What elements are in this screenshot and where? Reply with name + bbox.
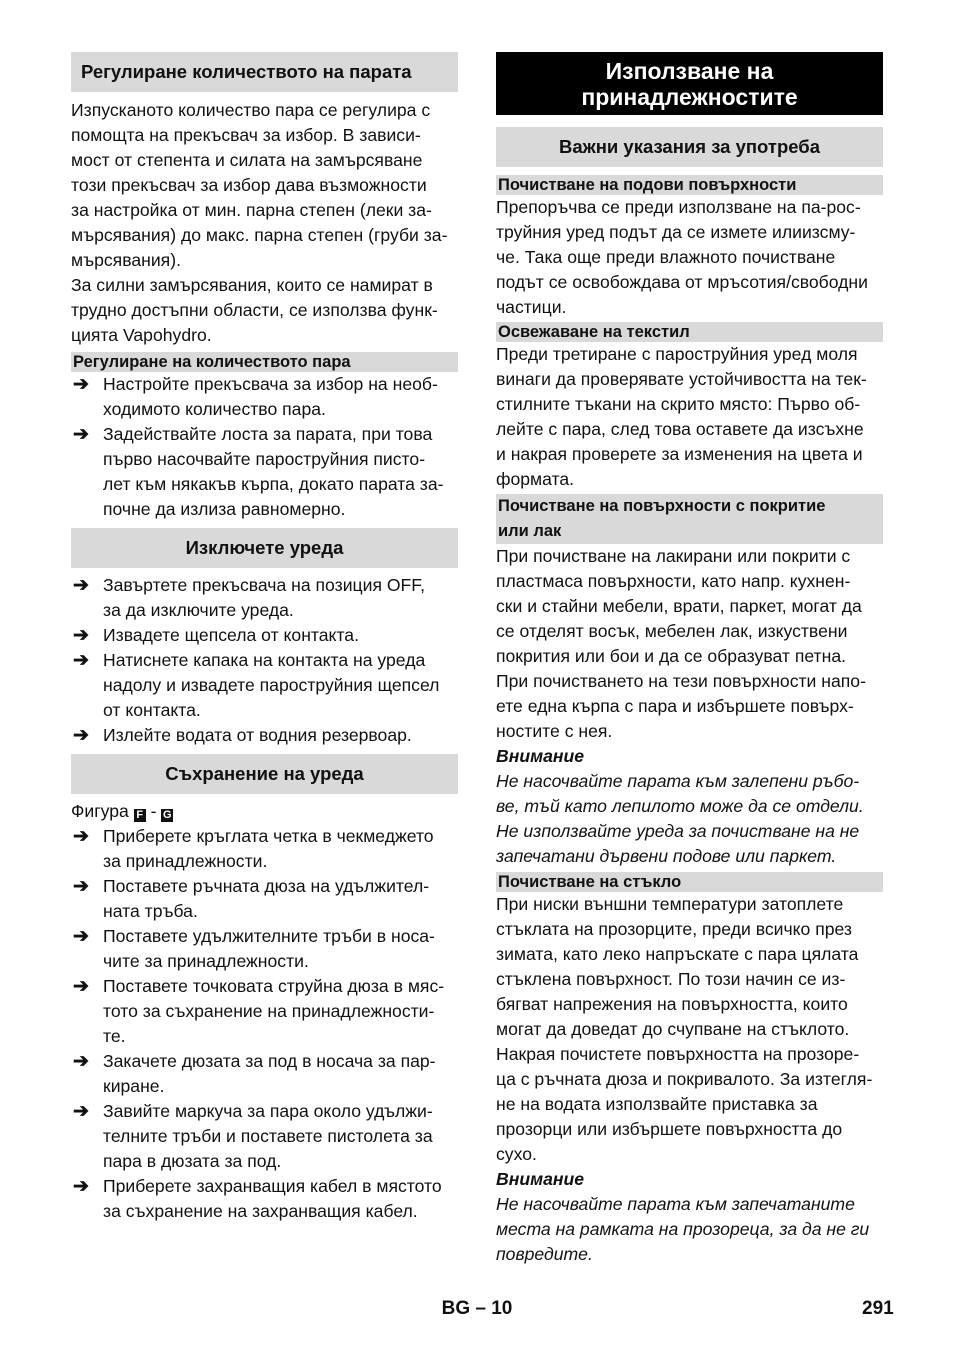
figure-g-badge: G [163, 809, 172, 821]
text-line: подът се освобождава от мръсотия/свободни [496, 272, 868, 292]
text-line: мост от степента и силата на замърсяване [71, 150, 423, 170]
text-line: могат да доведат до счупване на стъклото. [496, 1019, 850, 1039]
list-item-line: тото за съхранение на принадлежности- [103, 1001, 435, 1021]
list-item [71, 723, 458, 748]
text-line: За силни замърсявания, които се намират в [71, 275, 433, 295]
list-item-line: Завъртете прекъсвача на позиция OFF, [103, 575, 425, 595]
footer-page-label: BG – 10 [441, 1298, 513, 1319]
list-item-line: Излейте водата от водния резервоар. [103, 725, 412, 745]
text-line: този прекъсвач за избор дава възможности [71, 175, 427, 195]
text-line: ете една кърпа с пара и избършете повърх- [496, 696, 854, 716]
heading-floor: Почистване на подови повърхности [496, 175, 883, 195]
heading-coated [496, 494, 883, 544]
heading-textile: Освежаване на текстил [496, 322, 883, 342]
list-item [71, 372, 458, 422]
footer-page-number: 291 [862, 1298, 894, 1319]
list-item [71, 1099, 458, 1174]
list-item [71, 573, 458, 623]
left-column [71, 52, 458, 1224]
text-line: ски и стайни мебели, врати, паркет, могат да [496, 596, 862, 616]
text-line: Не използвайте уреда за почистване на не [496, 821, 860, 841]
arrow-right-icon: ➔ [73, 650, 89, 671]
text-line: или лак [498, 522, 562, 540]
list-item [71, 974, 458, 1049]
list-storage [71, 824, 458, 1224]
text-line: се отделят восък, мебелен лак, изкуствени [496, 621, 848, 641]
arrow-right-icon: ➔ [73, 725, 89, 746]
text-line: При почистване на лакирани или покрити с [496, 546, 851, 566]
text-line: При ниски външни температури затоплете [496, 894, 844, 914]
list-item-line: лет към някакъв кърпа, докато парата за- [103, 474, 444, 494]
list-item-line: Поставете точковата струйна дюза в мяс- [103, 976, 445, 996]
text-line: ве, тъй като лепилото може да се отдели. [496, 796, 864, 816]
list-item-line: от контакта. [103, 700, 201, 720]
list-item-line: Извадете щепсела от контакта. [103, 625, 359, 645]
text-line: зимата, като леко напръскате с пара цялата [496, 944, 859, 964]
paragraph-floor [496, 195, 883, 320]
list-item-line: за съхранение на захранващия кабел. [103, 1201, 418, 1221]
text-line: лейте с пара, след това оставете да изсъхне [496, 419, 864, 439]
text-line: формата. [496, 469, 575, 489]
text-line: винаги да проверявате устойчивостта на тек- [496, 369, 867, 389]
text-line: стилните тъкани на скрито място: Първо об- [496, 394, 861, 414]
text-line: принадлежностите [581, 84, 798, 110]
list-item-line: ната тръба. [103, 901, 198, 921]
text-line: не на водата използвайте приставка за [496, 1094, 818, 1114]
list-item-line: Поставете ръчната дюза на удължител- [103, 876, 430, 896]
paragraph-coated [496, 544, 883, 744]
list-item-line: за да изключите уреда. [103, 600, 294, 620]
arrow-right-icon: ➔ [73, 926, 89, 947]
figure-label: Фигура [71, 801, 129, 821]
text-line: прозорци или избършете повърхността до [496, 1119, 843, 1139]
arrow-right-icon: ➔ [73, 876, 89, 897]
heading-switch-off: Изключете уреда [71, 528, 458, 568]
list-item-line: Приберете кръглата четка в чекмеджето [103, 826, 434, 846]
list-item-line: Натиснете капака на контакта на уреда [103, 650, 426, 670]
arrow-right-icon: ➔ [73, 575, 89, 596]
list-item-line: пара в дюзата за под. [103, 1151, 282, 1171]
text-line: цията Vapohydro. [71, 325, 212, 345]
right-column [496, 52, 883, 1267]
note1-text [496, 769, 883, 869]
text-line: запечатани дървени подове или паркет. [496, 846, 837, 866]
text-line: покрития или бои и да се образуват петна. [496, 646, 847, 666]
list-item [71, 924, 458, 974]
heading-glass: Почистване на стъкло [496, 872, 883, 892]
list-item [71, 1174, 458, 1224]
text-line: трудно достъпни области, се използва функ- [71, 300, 438, 320]
text-line: бягват напрежения на повърхността, които [496, 994, 848, 1014]
list-item [71, 422, 458, 522]
list-item-line: Задействайте лоста за парата, при това [103, 424, 433, 444]
text-line: повредите. [496, 1244, 593, 1264]
text-line: Препоръчва се преди използване на па-рос- [496, 197, 861, 217]
heading-important: Важни указания за употреба [496, 127, 883, 167]
figure-f-badge: F [134, 809, 146, 822]
arrow-right-icon: ➔ [73, 826, 89, 847]
list-item [71, 824, 458, 874]
heading-regulating: Регулиране на количеството пара [71, 352, 458, 372]
text-line: частици. [496, 297, 567, 317]
text-line: пластмаса повърхности, като напр. кухнен- [496, 571, 851, 591]
text-line: че. Така още преди влажното почистване [496, 247, 836, 267]
arrow-right-icon: ➔ [73, 1176, 89, 1197]
note2-text [496, 1192, 883, 1267]
list-item-line: чите за принадлежности. [103, 951, 309, 971]
paragraph-steam-amount [71, 98, 458, 273]
heading-accessories [496, 52, 883, 115]
text-line: Не насочвайте парата към запечатаните [496, 1194, 855, 1214]
list-item-line: първо насочвайте пароструйния писто- [103, 449, 426, 469]
list-item [71, 1049, 458, 1099]
text-line: ца с ръчната дюза и покривалото. За изтегля- [496, 1069, 873, 1089]
text-line: Преди третиране с пароструйния уред моля [496, 344, 858, 364]
list-regulating [71, 372, 458, 522]
list-item-line: Закачете дюзата за под в носача за пар- [103, 1051, 436, 1071]
figure-dash: - [150, 801, 157, 821]
figure-reference [71, 799, 458, 824]
text-line: сухо. [496, 1144, 537, 1164]
list-item-line: надолу и извадете пароструйния щепсел [103, 675, 440, 695]
list-item-line: почне да излиза равномерно. [103, 499, 346, 519]
text-line: Използване на [605, 58, 774, 84]
list-item-line: Завийте маркуча за пара около удължи- [103, 1101, 433, 1121]
text-line: При почистването на тези повърхности напо- [496, 671, 866, 691]
arrow-right-icon: ➔ [73, 374, 89, 395]
paragraph-glass [496, 892, 883, 1167]
list-item [71, 623, 458, 648]
text-line: мърсявания). [71, 250, 181, 270]
arrow-right-icon: ➔ [73, 1051, 89, 1072]
text-line: Изпусканото количество пара се регулира с [71, 100, 431, 120]
text-line: стъклата на прозорците, преди всичко през [496, 919, 852, 939]
list-item-line: Поставете удължителните тръби в носа- [103, 926, 435, 946]
text-line: мърсявания) до макс. парна степен (груби за- [71, 225, 448, 245]
text-line: за настройка от мин. парна степен (леки за- [71, 200, 432, 220]
list-item-line: ходимото количество пара. [103, 399, 326, 419]
text-line: места на рамката на прозореца, за да не ги [496, 1219, 870, 1239]
text-line: труйния уред подът да се измете илиизсму- [496, 222, 856, 242]
text-line: стъклена повърхност. По този начин се из- [496, 969, 846, 989]
paragraph-vapohydro [71, 273, 458, 348]
arrow-right-icon: ➔ [73, 976, 89, 997]
note2-title: Внимание [496, 1169, 585, 1189]
text-line: Накрая почистете повърхността на прозоре- [496, 1044, 860, 1064]
text-line: помощта на прекъсвач за избор. В зависи- [71, 125, 421, 145]
list-switch-off [71, 573, 458, 748]
list-item-line: телните тръби и поставете пистолета за [103, 1126, 433, 1146]
heading-storage: Съхранение на уреда [71, 754, 458, 794]
list-item-line: те. [103, 1026, 126, 1046]
list-item-line: за принадлежности. [103, 851, 268, 871]
arrow-right-icon: ➔ [73, 1101, 89, 1122]
text-line: Почистване на повърхности с покритие [498, 497, 826, 515]
paragraph-textile [496, 342, 883, 492]
list-item-line: Приберете захранващия кабел в мястото [103, 1176, 442, 1196]
list-item-line: киране. [103, 1076, 165, 1096]
text-line: Не насочвайте парата към залепени ръбо- [496, 771, 860, 791]
heading-steam-amount: Регулиране количеството на парата [71, 52, 458, 92]
list-item-line: Настройте прекъсвача за избор на необ- [103, 374, 438, 394]
text-line: ностите с нея. [496, 721, 613, 741]
text-line: и накрая проверете за изменения на цвета и [496, 444, 863, 464]
list-item [71, 874, 458, 924]
arrow-right-icon: ➔ [73, 625, 89, 646]
list-item [71, 648, 458, 723]
note1-title: Внимание [496, 746, 585, 766]
arrow-right-icon: ➔ [73, 424, 89, 445]
